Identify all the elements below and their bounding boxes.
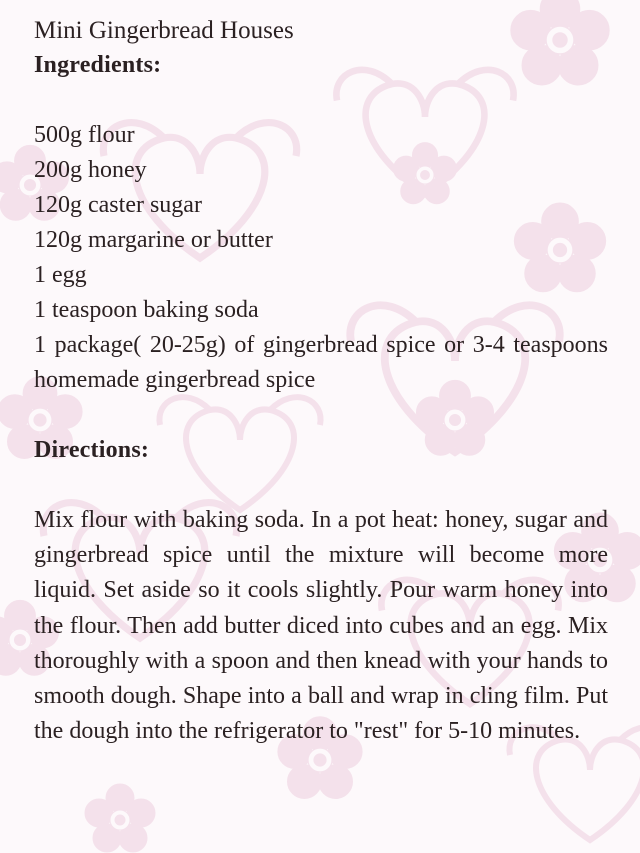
ingredients-heading: Ingredients: [34,52,162,78]
ingredient-item: 120g caster sugar [34,192,202,218]
ingredient-item: 120g margarine or butter [34,227,273,253]
ingredient-item: 1 egg [34,262,87,288]
spacer [34,398,608,433]
recipe-title: Mini Gingerbread Houses [34,17,294,44]
ingredient-item: 1 package( 20-25g) of gingerbread spice or 3-4 teaspoons homemade gingerbread spice [34,332,608,393]
flower-icon [85,784,155,852]
ingredients-list [34,118,608,398]
ingredient-item: 1 teaspoon baking soda [34,297,259,323]
directions-heading: Directions: [34,437,150,463]
spacer [34,83,608,118]
ingredient-item: 500g flour [34,122,135,148]
spacer [34,468,608,503]
recipe-document [34,14,608,749]
directions-text: Mix flour with baking soda. In a pot heat: honey, sugar and gingerbread spice until the mixture will become more liquid. Set aside so it cools slightly. Pour warm honey into the flour. Then add butter diced into cubes and an egg. Mix thoroughly with a spoon and then knead with your hands to smooth dough. Shape into a ball and wrap in cling film. Put the dough into the refrigerator to "rest" for 5-10 minutes. [34,507,608,745]
ingredient-item: 200g honey [34,157,147,183]
